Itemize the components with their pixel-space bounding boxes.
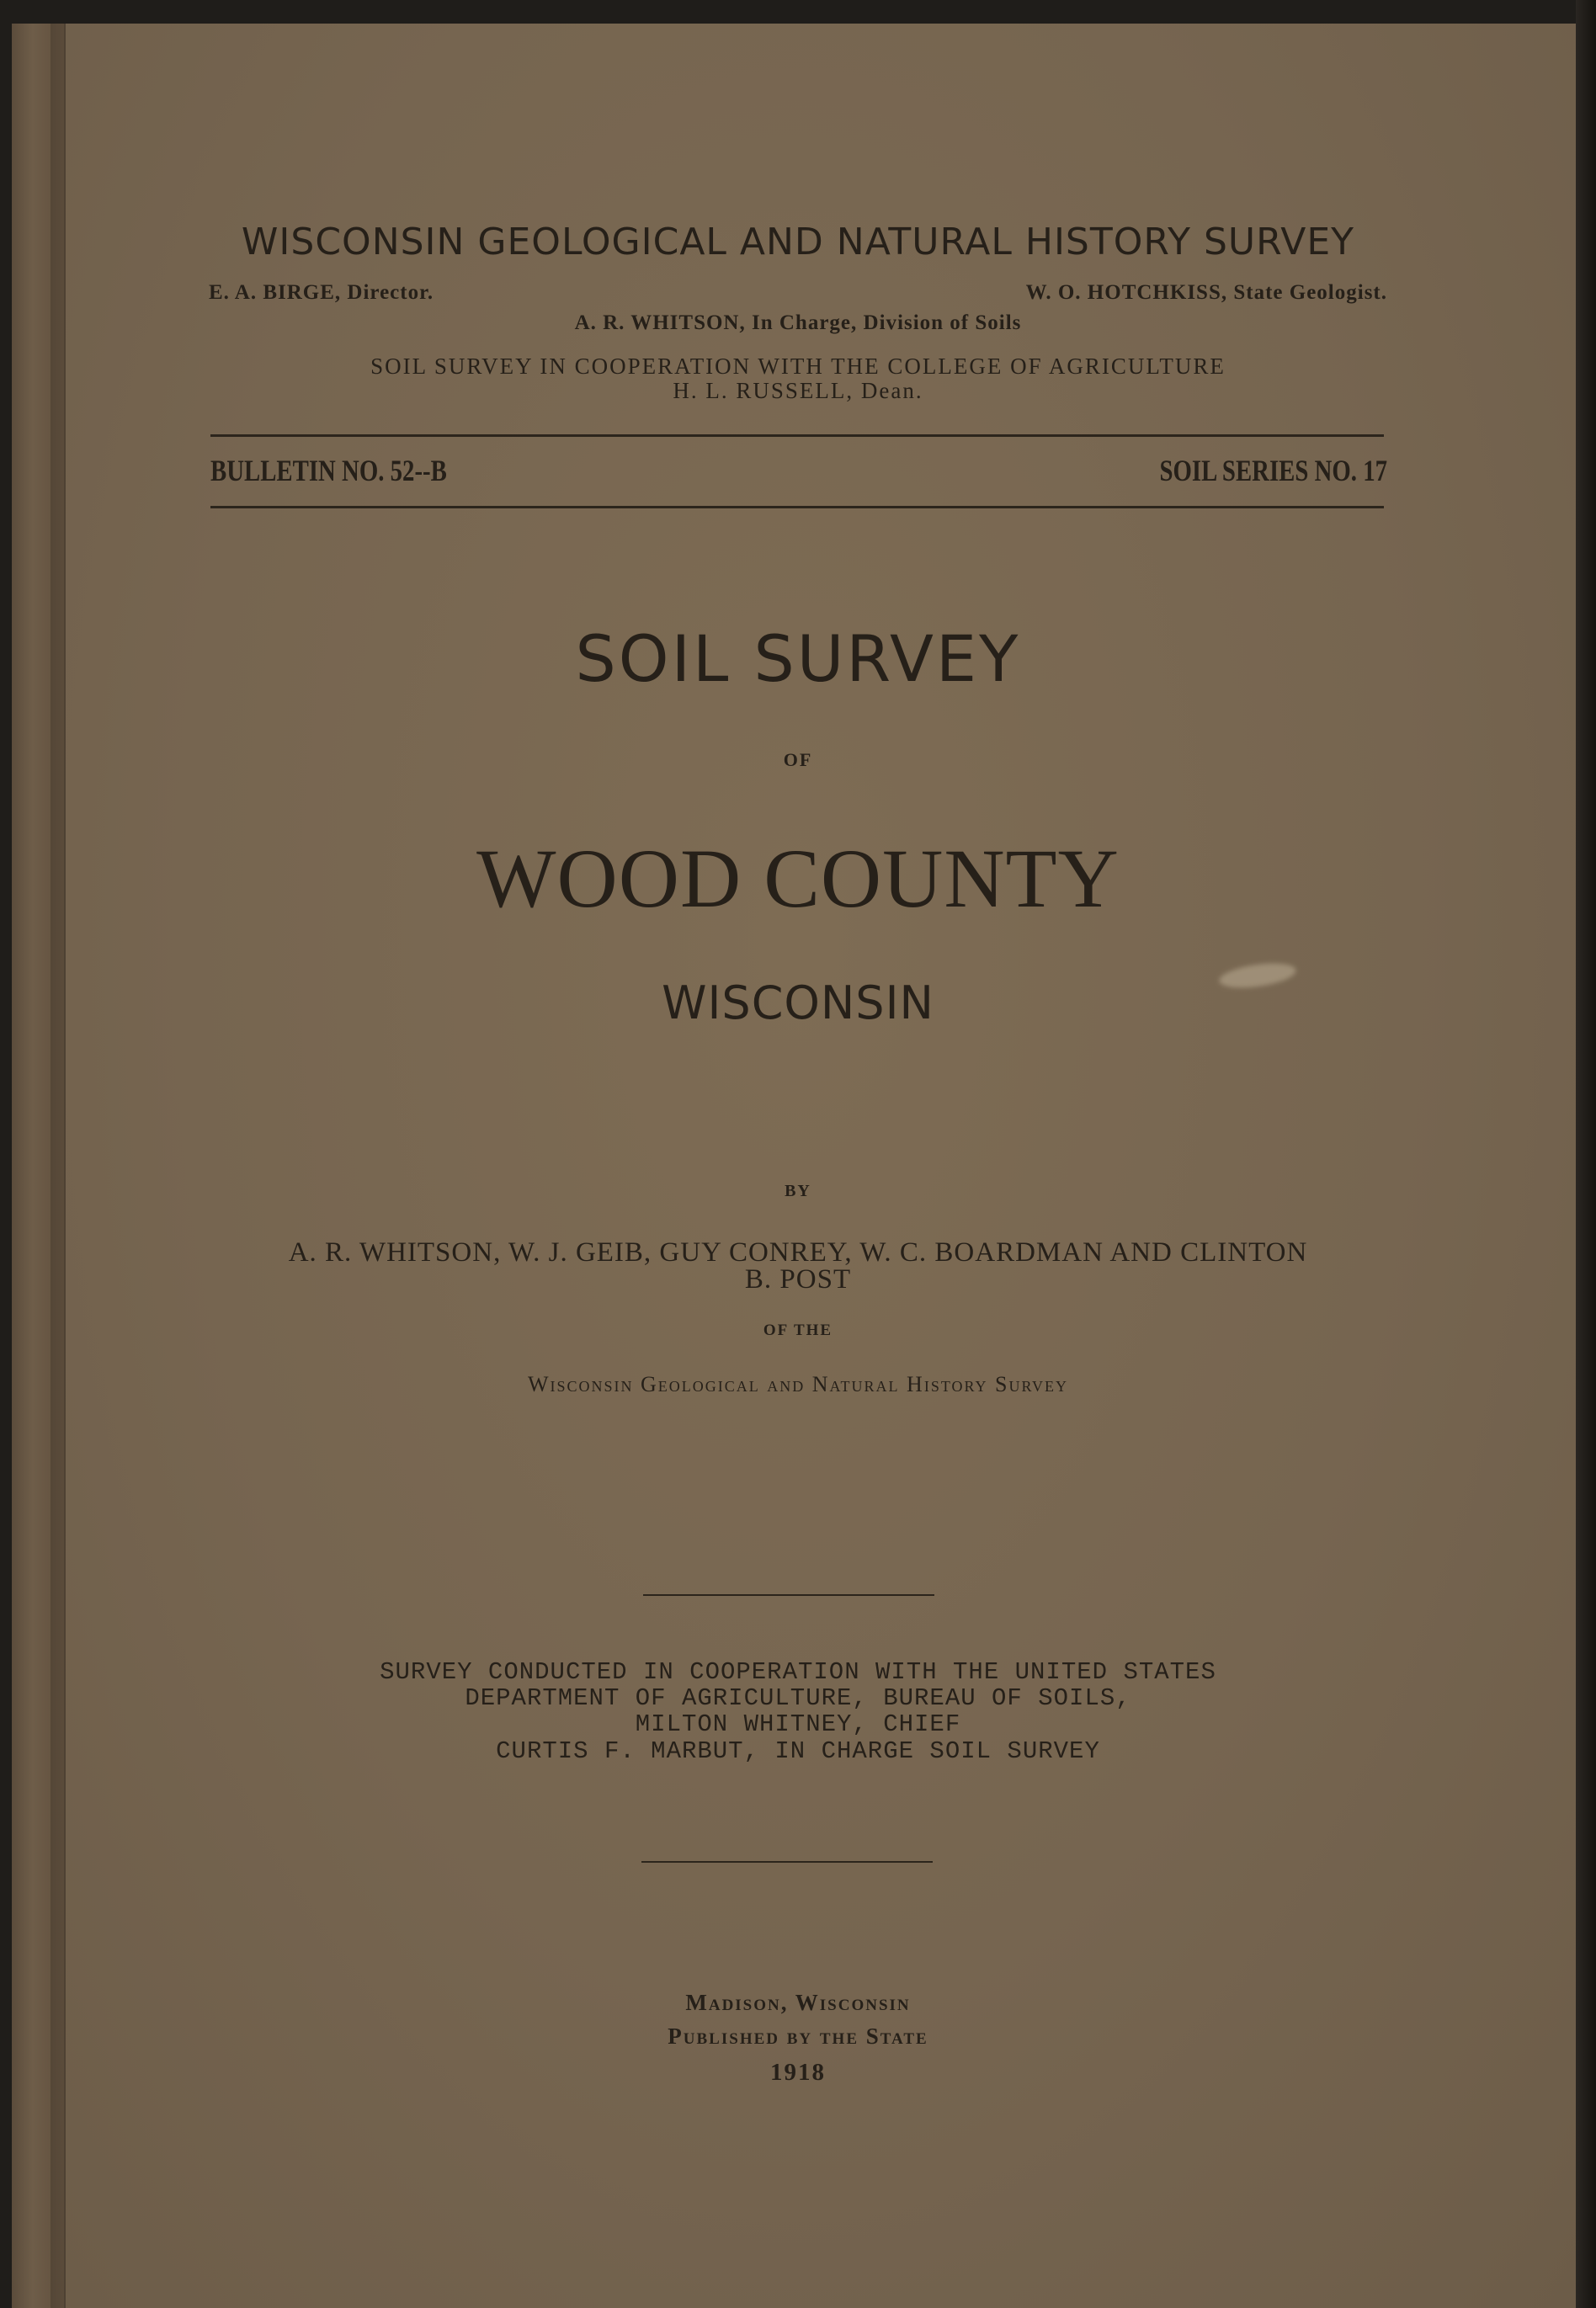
- author-names-line1: A. R. WHITSON, W. J. GEIB, GUY CONREY, W. C. BOARDMAN AND CLINTON: [288, 1237, 1308, 1268]
- by-label: BY: [785, 1182, 811, 1200]
- title-soil-survey: SOIL SURVEY: [575, 621, 1021, 696]
- soil-series-number: SOIL SERIES NO. 17: [1159, 454, 1387, 487]
- author-organization: Wisconsin Geological and Natural History Survey: [527, 1372, 1069, 1396]
- top-rule: [210, 434, 1384, 437]
- imprint-publisher: Published by the State: [668, 2023, 928, 2049]
- cooperation-line4: CURTIS F. MARBUT, IN CHARGE SOIL SURVEY: [496, 1737, 1100, 1765]
- division-in-charge: A. R. WHITSON, In Charge, Division of Soils: [574, 311, 1022, 334]
- survey-title: WISCONSIN GEOLOGICAL AND NATURAL HISTORY SURVEY: [241, 221, 1355, 263]
- of-the-label: OF THE: [763, 1322, 833, 1339]
- dean-name: H. L. RUSSELL, Dean.: [673, 378, 923, 403]
- director-name: E. A. BIRGE, Director.: [209, 281, 434, 304]
- college-cooperation: SOIL SURVEY IN COOPERATION WITH THE COLLEGE OF AGRICULTURE: [370, 354, 1226, 379]
- cooperation-line1: SURVEY CONDUCTED IN COOPERATION WITH THE UNITED STATES: [380, 1658, 1216, 1686]
- imprint-year: 1918: [770, 2059, 826, 2086]
- cooperation-line2: DEPARTMENT OF AGRICULTURE, BUREAU OF SOILS,: [465, 1684, 1131, 1712]
- divider-rule-upper: [643, 1594, 934, 1596]
- imprint-place: Madison, Wisconsin: [685, 1990, 911, 2015]
- cooperation-line3: MILTON WHITNEY, CHIEF: [635, 1710, 961, 1738]
- divider-rule-lower: [641, 1861, 933, 1863]
- title-county: WOOD COUNTY: [476, 832, 1120, 925]
- spine-shadow: [51, 24, 64, 2308]
- bulletin-number: BULLETIN NO. 52--B: [210, 454, 447, 487]
- author-names-line2: B. POST: [744, 1264, 852, 1295]
- title-of: OF: [783, 749, 813, 770]
- page-edge: [1576, 0, 1596, 2308]
- title-state: WISCONSIN: [662, 976, 934, 1029]
- bottom-rule: [210, 506, 1384, 508]
- state-geologist-name: W. O. HOTCHKISS, State Geologist.: [1025, 281, 1387, 304]
